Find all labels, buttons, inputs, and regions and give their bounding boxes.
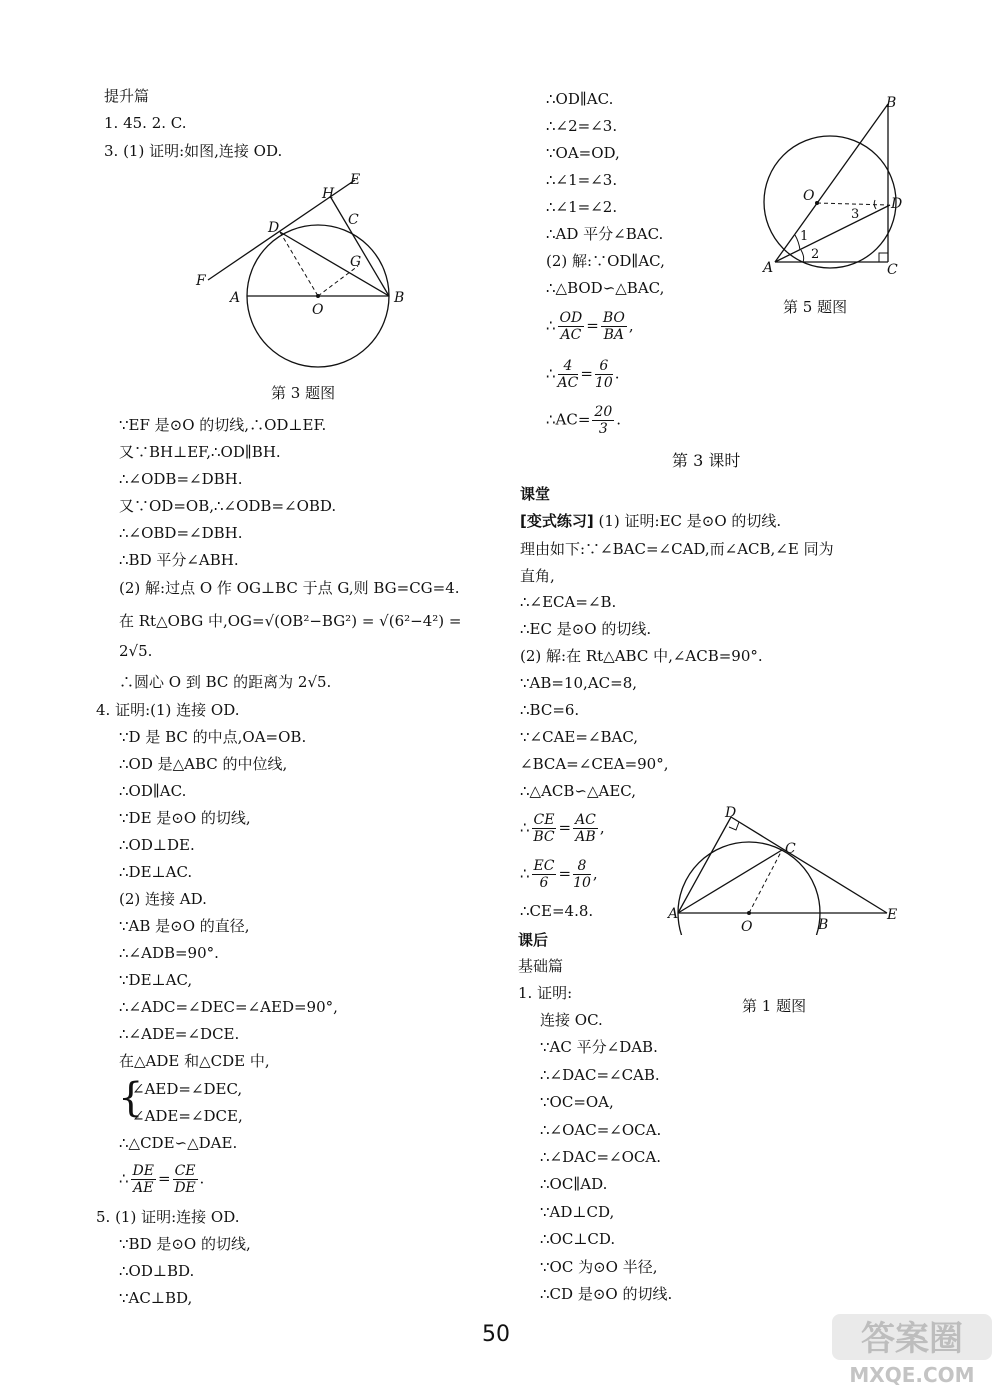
fig3-label-H: H (322, 186, 335, 202)
answer-line: 3. (1) 证明:如图,连接 OD. (104, 142, 283, 160)
answer-line: ∴∠1=∠2. (546, 198, 618, 216)
answer-line: ∴CD 是⊙O 的切线. (540, 1285, 673, 1303)
heading-after-class: 课后 (518, 931, 549, 949)
answer-line: ∴∠ODB=∠DBH. (119, 470, 243, 488)
answer-line: ∵AC 平分∠DAB. (540, 1038, 658, 1056)
answer-line: (2) 解:∵OD∥AC, (546, 252, 665, 270)
watermark-url: MXQE.COM (849, 1363, 975, 1387)
figure-5-caption: 第 5 题图 (783, 298, 848, 316)
watermark-logo (830, 1312, 995, 1391)
answer-line: ∴∠2=∠3. (546, 117, 618, 135)
answer-line: ∵AC⊥BD, (119, 1289, 193, 1307)
fig5-label-D: D (891, 196, 903, 212)
answer-line: ∴∠1=∠3. (546, 171, 618, 189)
answer-line: ∴BC=6. (520, 701, 580, 719)
answer-line: 又∵OD=OB,∴∠ODB=∠OBD. (119, 497, 337, 515)
fig3-label-A: A (230, 290, 241, 306)
fig5-label-B: B (886, 95, 897, 111)
answer-line: 1. 45. 2. C. (104, 114, 187, 132)
figure-1-caption: 第 1 题图 (742, 997, 807, 1015)
answer-line: ∵OC 为⊙O 半径, (540, 1258, 658, 1276)
answer-line: ∵AB=10,AC=8, (520, 674, 638, 692)
fraction-line: ∴ $\frac{DE}{AE}$ = $\frac{CE}{DE}$ . (119, 1163, 205, 1196)
fig5-label-A: A (763, 260, 774, 276)
figure-1-diagram (665, 805, 905, 935)
fig3-label-B: B (394, 290, 405, 306)
answer-line: 直角, (520, 567, 555, 585)
figure-3-diagram (190, 168, 420, 378)
answer-line: ∠ADE=∠DCE, (132, 1107, 243, 1125)
answer-line: ∵OA=OD, (546, 144, 620, 162)
answer-line: ∴∠DAC=∠OCA. (540, 1148, 661, 1166)
answer-line: ∵DE 是⊙O 的切线, (119, 809, 251, 827)
answer-line: ∠AED=∠DEC, (132, 1080, 243, 1098)
answer-line: ∵AB 是⊙O 的直径, (119, 917, 250, 935)
answer-line: ∴∠ADB=90°. (119, 944, 219, 962)
section-title-advanced: 提升篇 (104, 87, 150, 105)
page-number: 50 (482, 1322, 510, 1347)
fig3-label-F: F (196, 273, 206, 289)
answer-line: ∴∠OBD=∠DBH. (119, 524, 243, 542)
answer-line: ∵DE⊥AC, (119, 971, 193, 989)
heading-in-class: 课堂 (520, 485, 551, 503)
fig3-label-E: E (350, 172, 361, 188)
system-brace: { (118, 1075, 144, 1121)
fraction-line: ∴ $\frac{CE}{BC}$ = $\frac{AC}{AB}$ , (520, 812, 605, 845)
answer-line: ∴EC 是⊙O 的切线. (520, 620, 652, 638)
answer-line: ∴OD∥AC. (119, 782, 187, 800)
fig5-label-3: 3 (851, 207, 860, 222)
answer-line: ∵D 是 BC 的中点,OA=OB. (119, 728, 307, 746)
answer-line: 在 Rt△OBG 中,OG=√(OB²−BG²) = √(6²−4²) = (119, 612, 462, 630)
fig3-label-C: C (348, 212, 359, 228)
section-title-basic: 基础篇 (518, 957, 564, 975)
fig5-label-2: 2 (811, 247, 820, 262)
answer-line: ∴OD∥AC. (546, 90, 614, 108)
fraction-line: ∴ $\frac{OD}{AC}$ = $\frac{BO}{BA}$ , (546, 310, 634, 343)
fig1-label-B: B (818, 917, 829, 933)
answer-line: 1. 证明: (518, 984, 573, 1002)
answer-line: ∴∠ECA=∠B. (520, 593, 617, 611)
answer-line: ∵EF 是⊙O 的切线,∴OD⊥EF. (119, 416, 327, 434)
answer-line: ∴圆心 O 到 BC 的距离为 2√5. (119, 673, 332, 691)
answer-line: (2) 解:过点 O 作 OG⊥BC 于点 G,则 BG=CG=4. (119, 579, 460, 597)
answer-line: 理由如下:∵∠BAC=∠CAD,而∠ACB,∠E 同为 (520, 540, 834, 558)
answer-line: ∵BD 是⊙O 的切线, (119, 1235, 251, 1253)
answer-line: ∵AD⊥CD, (540, 1203, 615, 1221)
fig5-label-1: 1 (800, 229, 809, 244)
answer-line: ∴CE=4.8. (520, 902, 594, 920)
fraction-line: ∴ $\frac{EC}{6}$ = $\frac{8}{10}$ , (520, 858, 598, 891)
figure-5-diagram (755, 92, 915, 287)
answer-line: ∴∠OAC=∠OCA. (540, 1121, 662, 1139)
lesson-title: 第 3 课时 (672, 451, 741, 470)
watermark-title: 答案圈 (861, 1319, 963, 1359)
variant-exercise-line: [变式练习] (1) 证明:EC 是⊙O 的切线. (520, 512, 782, 530)
answer-line: ∴∠ADC=∠DEC=∠AED=90°, (119, 998, 338, 1016)
fig1-label-C: C (785, 841, 796, 857)
answer-line: ∴OC∥AD. (540, 1175, 608, 1193)
answer-line: 2√5. (119, 642, 153, 660)
fig3-label-O: O (312, 302, 324, 318)
answer-line: ∵∠CAE=∠BAC, (520, 728, 639, 746)
answer-line: (2) 连接 AD. (119, 890, 207, 908)
answer-line: ∠BCA=∠CEA=90°, (520, 755, 669, 773)
answer-line: ∴AD 平分∠BAC. (546, 225, 664, 243)
fraction-line: ∴ $\frac{4}{AC}$ = $\frac{6}{10}$ . (546, 358, 620, 391)
answer-line: 在△ADE 和△CDE 中, (119, 1052, 270, 1070)
fig1-label-D: D (725, 805, 737, 821)
answer-line: ∴△BOD∽△BAC, (546, 279, 665, 297)
answer-line: ∴BD 平分∠ABH. (119, 551, 239, 569)
answer-line: ∴△ACB∽△AEC, (520, 782, 637, 800)
answer-line: (2) 解:在 Rt△ABC 中,∠ACB=90°. (520, 647, 763, 665)
fraction-line: ∴AC= $\frac{20}{3}$ . (546, 404, 622, 437)
answer-line: ∴OD 是△ABC 的中位线, (119, 755, 288, 773)
fig5-label-C: C (887, 262, 898, 278)
answer-line: ∴OD⊥DE. (119, 836, 195, 854)
fig1-label-E: E (887, 907, 898, 923)
fig1-label-O: O (741, 919, 753, 935)
answer-line: 又∵BH⊥EF,∴OD∥BH. (119, 443, 281, 461)
answer-line: 5. (1) 证明:连接 OD. (96, 1208, 240, 1226)
fig3-label-D: D (268, 220, 280, 236)
answer-line: 4. 证明:(1) 连接 OD. (96, 701, 240, 719)
answer-line: ∴△CDE∽△DAE. (119, 1134, 238, 1152)
fig1-label-A: A (668, 906, 679, 922)
answer-line: ∴OC⊥CD. (540, 1230, 616, 1248)
answer-line: ∴OD⊥BD. (119, 1262, 195, 1280)
fig5-label-O: O (803, 188, 815, 204)
answer-line: ∵OC=OA, (540, 1093, 614, 1111)
fig3-label-G: G (350, 254, 362, 270)
answer-line: ∴∠ADE=∠DCE. (119, 1025, 240, 1043)
answer-line: 连接 OC. (540, 1011, 603, 1029)
figure-3-caption: 第 3 题图 (271, 384, 336, 402)
answer-line: ∴∠DAC=∠CAB. (540, 1066, 660, 1084)
answer-line: ∴DE⊥AC. (119, 863, 193, 881)
